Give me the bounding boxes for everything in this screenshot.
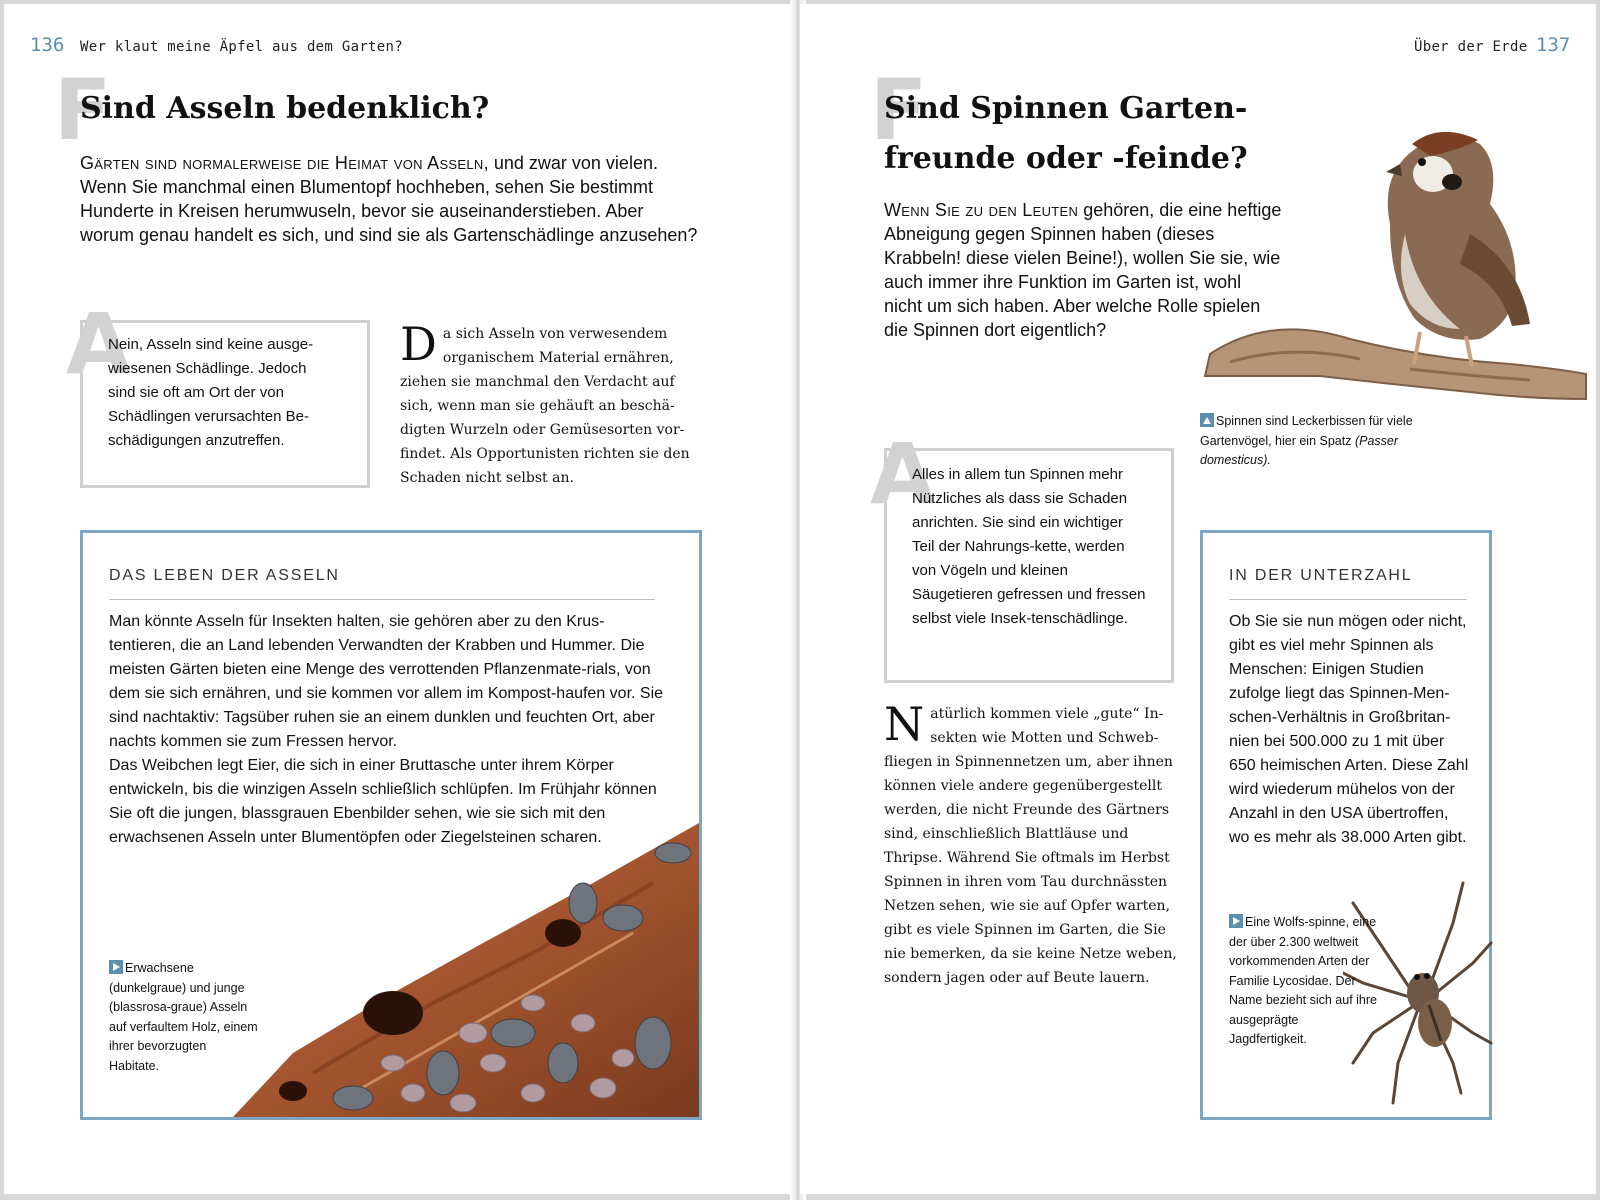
- intro-smallcaps: Wenn Sie zu den Leuten: [884, 200, 1079, 220]
- bird-caption-text: Spinnen sind Leckerbissen für viele Gartenvögel, hier ein Spatz: [1200, 414, 1413, 448]
- box-heading: IN DER UNTERZAHL: [1229, 567, 1413, 584]
- spider-caption: [1229, 913, 1379, 1050]
- triangle-up-icon: [1200, 413, 1214, 427]
- photo-caption: [109, 959, 259, 1076]
- page-number: 137: [1536, 34, 1571, 56]
- body-paragraph: [400, 317, 700, 490]
- body-paragraph: [884, 697, 1184, 990]
- box-text: Ob Sie sie nun mögen oder nicht, gibt es viel mehr Spinnen als Menschen: Einigen Studien zufolge liegt das Spinnen-Men-schen-Verhältnis in Großbritan-nien bei 500.000 zu 1 mit über 650 heimischen Arten. Diese Zahl wird wiederum mühelos von der Anzahl in den USA übertroffen, wo es mehr als 38.000 Arten gibt.: [1229, 613, 1469, 846]
- triangle-right-icon: [1229, 914, 1243, 928]
- bird-caption: [1200, 412, 1440, 471]
- answer-letter: A: [66, 295, 132, 393]
- info-box: [1200, 530, 1492, 1120]
- woodlice-photo: [233, 823, 699, 1117]
- body-text: a sich Asseln von verwesendem organischem Material ernähren, ziehen sie manchmal den Verdacht auf sich, wenn man sie gehäuft an beschä-digten Wurzeln oder Gemüsesorten vor-findet. Als Opportunisten richten sie den Schaden nicht selbst an.: [400, 326, 690, 486]
- answer-text: Nein, Asseln sind keine ausge-wiesenen Schädlinge. Jedoch sind sie oft am Ort der von Schädlingen verursachten Be-schädigungen anzutreffen.: [108, 336, 314, 449]
- drop-cap: N: [884, 697, 925, 751]
- page-number: 136: [30, 34, 65, 56]
- box-text: Man könnte Asseln für Insekten halten, sie gehören aber zu den Krus-tentieren, die an Land lebenden Verwandten der Krabben und Hummer. Die meisten Gärten bieten eine Menge des verrottenden Pflanzenmate-rials, von dem sie sich ernähren, und sie kommen vor allem im Kompost-haufen vor. Sie sind nachtaktiv: Tagsüber ruhen sie an einem dunklen und feuchten Ort, aber nachts kommen sie zum Fressen hervor.: [109, 613, 664, 750]
- caption-text: Erwachsene (dunkelgraue) und junge (blassrosa-graue) Asseln auf verfaultem Holz, einem ihrer bevorzugten Habitate.: [109, 961, 258, 1073]
- triangle-right-icon: [109, 960, 123, 974]
- intro-paragraph: [80, 151, 700, 247]
- drop-cap: D: [400, 317, 437, 371]
- answer-letter: A: [870, 425, 936, 523]
- section-letter: F: [870, 61, 928, 159]
- intro-text: und zwar von vielen. Wenn Sie manchmal einen Blumentopf hochheben, sehen Sie bestimmt Hunderte in Kreisen herumwuseln, bevor sie auseinanderstieben. Aber worum genau handelt es sich, und sind sie als Gartenschädlinge anzusehen?: [80, 153, 698, 245]
- page-title-line-2: freunde oder -feinde?: [884, 141, 1248, 176]
- page-title-line-1: Sind Spinnen Garten-: [884, 91, 1248, 126]
- left-page: [4, 4, 796, 1194]
- page-title: Sind Asseln bedenklich?: [80, 91, 490, 126]
- sparrow-photo: [1190, 114, 1590, 414]
- box-rule: [1229, 599, 1467, 600]
- intro-smallcaps: Gärten sind normalerweise die Heimat von Asseln,: [80, 153, 489, 173]
- right-page: [800, 4, 1596, 1194]
- spider-caption-text: Eine Wolfs-spinne, eine der über 2.300 weltweit vorkommenden Arten der Familie Lycosidae. Der Name bezieht sich auf ihre ausgeprägte Jagdfertigkeit.: [1229, 915, 1377, 1046]
- box-rule: [109, 599, 655, 600]
- running-head: Wer klaut meine Äpfel aus dem Garten?: [80, 39, 403, 55]
- answer-text: Alles in allem tun Spinnen mehr Nützliches als dass sie Schaden anrichten. Sie sind ein wichtiger Teil der Nahrungs-kette, werden von Vögeln und kleinen Säugetieren gefressen und fressen selbst viele Insek-tenschädlinge.: [912, 466, 1146, 627]
- info-box: [80, 530, 702, 1120]
- bird-caption-latin: (Passer domesticus).: [1200, 433, 1399, 467]
- body-text: atürlich kommen viele „gute“ In-sekten wie Motten und Schweb-fliegen in Spinnennetzen um, aber ihnen können viele andere gegenübergestellt werden, die nicht Freunde des Gärtners sind, einschließlich Blattläuse und Thripse. Während Sie oftmals im Herbst Spinnen in ihren vom Tau durchnässten Netzen sehen, wie sie auf Opfer warten, gibt es viele Spinnen im Garten, die Sie nie bemerken, da sie keine Netze weben, sondern jagen oder auf Beute lauern.: [884, 706, 1177, 986]
- intro-text: gehören, die eine heftige Abneigung gegen Spinnen haben (dieses Krabbeln! diese vielen Beine!), wollen Sie sie, wie auch immer ihre Funktion im Garten ist, wohl nicht um sich haben. Aber welche Rolle spielen die Spinnen dort eigentlich?: [884, 200, 1282, 340]
- section-letter: F: [54, 61, 112, 159]
- box-text-2: Das Weibchen legt Eier, die sich in einer Bruttasche unter ihrem Körper entwickeln, bis die winzigen Asseln schließlich schlüpfen. Im Frühjahr können Sie oft die jungen, blassgrauen Ebenbilder sehen, wie sie sich mit den erwachsenen Asseln unter Blumentöpfen oder Ziegelsteinen scharen.: [109, 757, 657, 846]
- running-head: Über der Erde: [1414, 39, 1528, 55]
- box-heading: DAS LEBEN DER ASSELN: [109, 567, 340, 584]
